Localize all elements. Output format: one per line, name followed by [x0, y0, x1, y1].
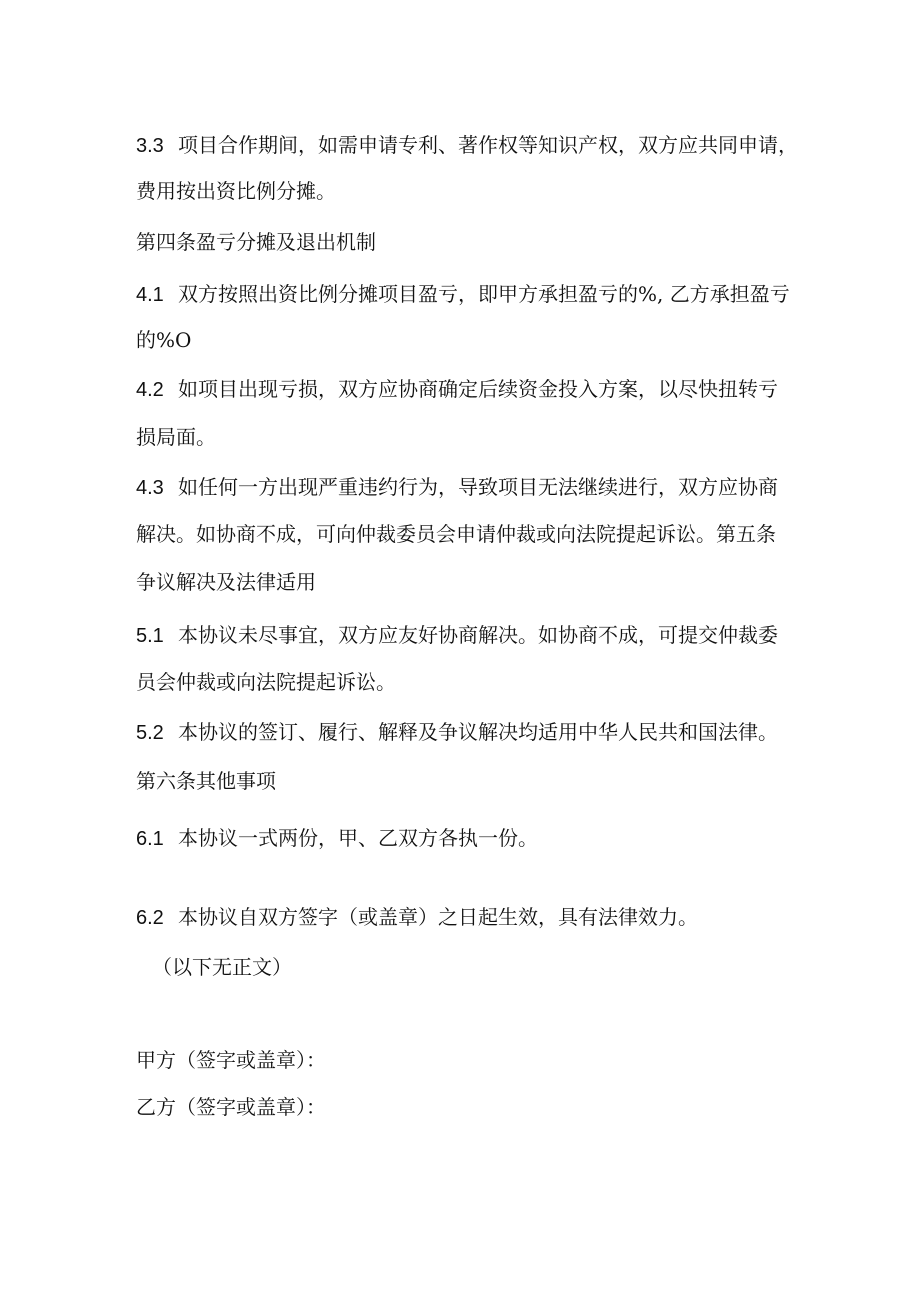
clause-number: 4.3 — [136, 477, 164, 499]
clause-number: 5.2 — [136, 722, 164, 744]
end-of-text-note: （以下无正文） — [152, 955, 292, 979]
clause-3-3-line-2: 费用按出资比例分摊。 — [136, 179, 336, 203]
article-6-title: 第六条其他事项 — [136, 769, 276, 793]
clause-number: 4.1 — [136, 284, 164, 306]
clause-text: 本协议未尽事宜，双方应友好协商解决。如协商不成，可提交仲裁委 — [178, 623, 778, 647]
clause-6-2-line-1 — [136, 905, 698, 930]
clause-number: 6.1 — [136, 828, 164, 850]
clause-text: 双方按照出资比例分摊项目盈亏，即甲方承担盈亏的%, 乙方承担盈亏 — [178, 282, 790, 306]
clause-6-1-line-1 — [136, 826, 538, 851]
clause-4-3-line-2: 解决。如协商不成，可向仲裁委员会申请仲裁或向法院提起诉讼。第五条 — [136, 522, 776, 546]
clause-text: 本协议的签订、履行、解释及争议解决均适用中华人民共和国法律。 — [178, 720, 778, 744]
party-a-signature: 甲方（签字或盖章）： — [136, 1048, 326, 1072]
clause-5-2-line-1 — [136, 720, 778, 745]
clause-4-3-line-1 — [136, 475, 778, 500]
clause-4-3-line-3: 争议解决及法律适用 — [136, 570, 316, 594]
party-b-signature: 乙方（签字或盖章）： — [136, 1095, 326, 1119]
clause-text: 本协议自双方签字（或盖章）之日起生效，具有法律效力。 — [178, 905, 698, 929]
clause-text: 本协议一式两份，甲、乙双方各执一份。 — [178, 826, 538, 850]
clause-4-2-line-1 — [136, 377, 778, 402]
article-4-title: 第四条盈亏分摊及退出机制 — [136, 230, 376, 254]
clause-number: 6.2 — [136, 907, 164, 929]
clause-4-2-line-2: 损局面。 — [136, 425, 216, 449]
clause-3-3-line-1 — [136, 133, 798, 158]
clause-4-1-line-1 — [136, 282, 790, 307]
clause-number: 3.3 — [136, 135, 164, 157]
clause-text: 如任何一方出现严重违约行为，导致项目无法继续进行，双方应协商 — [178, 475, 778, 499]
clause-number: 5.1 — [136, 625, 164, 647]
clause-text: 如项目出现亏损，双方应协商确定后续资金投入方案，以尽快扭转亏 — [178, 377, 778, 401]
clause-5-1-line-1 — [136, 623, 778, 648]
clause-number: 4.2 — [136, 379, 164, 401]
clause-4-1-line-2: 的%O — [136, 328, 192, 352]
clause-5-1-line-2: 员会仲裁或向法院提起诉讼。 — [136, 670, 396, 694]
clause-text: 项目合作期间，如需申请专利、著作权等知识产权，双方应共同申请， — [178, 133, 798, 157]
